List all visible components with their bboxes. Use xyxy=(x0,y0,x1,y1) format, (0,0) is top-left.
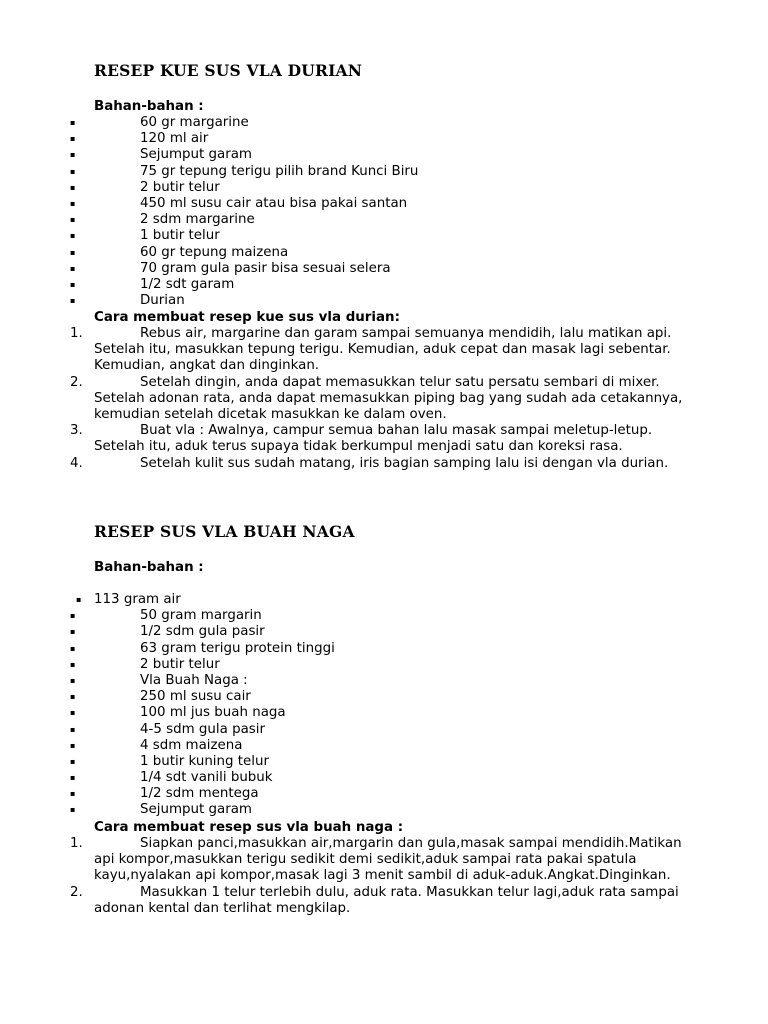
bullet-icon: ▪ xyxy=(70,198,76,208)
bullet-icon: ▪ xyxy=(70,134,76,144)
ingredient-text: Sejumput garam xyxy=(140,802,252,818)
bullet-icon: ▪ xyxy=(70,296,76,306)
list-item xyxy=(0,722,768,738)
step-text: Siapkan panci,masukkan air,margarin dan gula,masak sampai mendidih.Matikan api kompor,masukkan terigu sedikit demi sedikit,aduk sampai rata pakai spatula kayu,nyalakan api kompor,masak lagi 3 menit sambil di aduk-aduk.Angkat.Dinginkan. xyxy=(94,836,682,884)
recipe2-ingredient-list xyxy=(0,592,768,819)
list-item xyxy=(0,705,768,721)
recipe1-ingredient-list xyxy=(0,115,768,309)
step-text: Rebus air, margarine dan garam sampai semuanya mendidih, lalu matikan api. Setelah itu, masukkan tepung terigu. Kemudian, aduk cepat dan masak lagi sebentar. Kemudian, angkat dan dinginkan. xyxy=(94,326,672,374)
bullet-icon: ▪ xyxy=(70,724,76,734)
step-item xyxy=(0,456,768,472)
ingredient-text: 1/2 sdm mentega xyxy=(140,786,259,802)
recipe2-step-list xyxy=(0,836,768,917)
ingredient-text: 1/2 sdm gula pasir xyxy=(140,624,265,640)
recipe2-method-heading: Cara membuat resep sus vla buah naga : xyxy=(94,820,404,835)
bullet-icon: ▪ xyxy=(70,740,76,750)
step-text: Setelah dingin, anda dapat memasukkan telur satu persatu sembari di mixer. Setelah adonan rata, anda dapat memasukkan piping bag yang sudah ada cetakannya, kemudian setelah dicetak masukkan ke dalam oven. xyxy=(94,374,683,423)
bullet-icon: ▪ xyxy=(70,659,76,669)
list-item xyxy=(0,641,768,657)
bullet-icon: ▪ xyxy=(70,805,76,815)
list-item xyxy=(0,196,768,212)
bullet-icon: ▪ xyxy=(70,231,76,241)
list-item xyxy=(0,657,768,673)
step-number: 1. xyxy=(70,836,83,851)
recipe2-ingredients-heading: Bahan-bahan : xyxy=(94,560,204,575)
bullet-icon: ▪ xyxy=(70,150,76,160)
bullet-icon: ▪ xyxy=(76,595,82,604)
bullet-icon: ▪ xyxy=(70,247,76,257)
recipe1-method-heading: Cara membuat resep kue sus vla durian: xyxy=(94,310,400,325)
step-item xyxy=(0,375,768,424)
list-item xyxy=(0,770,768,786)
ingredient-text: 450 ml susu cair atau bisa pakai santan xyxy=(140,195,408,211)
step-number: 2. xyxy=(70,884,83,900)
ingredient-text: 250 ml susu cair xyxy=(140,689,251,705)
bullet-icon: ▪ xyxy=(70,166,76,176)
step-number: 3. xyxy=(70,423,83,439)
ingredient-text: 60 gr tepung maizena xyxy=(140,244,289,260)
bullet-icon: ▪ xyxy=(70,675,76,685)
list-item xyxy=(0,624,768,640)
bullet-icon: ▪ xyxy=(70,118,76,127)
list-item xyxy=(0,228,768,244)
list-item xyxy=(0,608,768,624)
step-number: 1. xyxy=(70,326,83,341)
ingredient-text: 50 gram margarin xyxy=(140,608,262,624)
list-item xyxy=(0,786,768,802)
step-number: 4. xyxy=(70,455,83,471)
bullet-icon: ▪ xyxy=(70,627,76,637)
step-item xyxy=(0,885,768,917)
ingredient-text: 60 gr margarine xyxy=(140,115,249,130)
step-number: 2. xyxy=(70,374,83,390)
bullet-icon: ▪ xyxy=(70,773,76,783)
bullet-icon: ▪ xyxy=(70,611,76,621)
ingredient-text: 1/4 sdt vanili bubuk xyxy=(140,770,273,786)
list-item xyxy=(0,115,768,131)
list-item xyxy=(0,293,768,309)
bullet-icon: ▪ xyxy=(70,692,76,702)
ingredient-text: 2 butir telur xyxy=(140,179,220,195)
bullet-icon: ▪ xyxy=(70,756,76,766)
list-item xyxy=(0,164,768,180)
ingredient-text: Sejumput garam xyxy=(140,147,252,163)
recipe2-title: RESEP SUS VLA BUAH NAGA xyxy=(94,522,355,541)
list-item xyxy=(0,738,768,754)
bullet-icon: ▪ xyxy=(70,182,76,192)
ingredient-text: Durian xyxy=(140,293,185,309)
step-text: Buat vla : Awalnya, campur semua bahan lalu masak sampai meletup-letup. Setelah itu, aduk terus supaya tidak berkumpul menjadi satu dan koreksi rasa. xyxy=(94,423,653,455)
recipe1-ingredients-heading: Bahan-bahan : xyxy=(94,99,204,114)
ingredient-text: 2 butir telur xyxy=(140,656,220,672)
ingredient-text: 4 sdm maizena xyxy=(140,737,243,753)
list-item xyxy=(0,673,768,689)
list-item xyxy=(0,277,768,293)
list-item xyxy=(0,689,768,705)
ingredient-text: 100 ml jus buah naga xyxy=(140,705,286,721)
step-item xyxy=(0,423,768,455)
list-item xyxy=(0,180,768,196)
ingredient-text: Vla Buah Naga : xyxy=(140,672,248,688)
list-item xyxy=(0,131,768,147)
ingredient-text: 1/2 sdt garam xyxy=(140,276,235,292)
step-text: Setelah kulit sus sudah matang, iris bagian samping lalu isi dengan vla durian. xyxy=(140,455,669,471)
bullet-icon: ▪ xyxy=(70,789,76,799)
recipe1-step-list xyxy=(0,326,768,472)
ingredient-text: 113 gram air xyxy=(94,592,181,607)
list-item xyxy=(0,754,768,770)
ingredient-text: 63 gram terigu protein tinggi xyxy=(140,640,335,656)
step-item xyxy=(0,326,768,375)
bullet-icon: ▪ xyxy=(70,708,76,718)
bullet-icon: ▪ xyxy=(70,215,76,225)
list-item xyxy=(0,245,768,261)
bullet-icon: ▪ xyxy=(70,279,76,289)
ingredient-text: 70 gram gula pasir bisa sesuai selera xyxy=(140,260,391,276)
bullet-icon: ▪ xyxy=(70,643,76,653)
ingredient-text: 2 sdm margarine xyxy=(140,212,255,228)
ingredient-text: 75 gr tepung terigu pilih brand Kunci Biru xyxy=(140,163,419,179)
ingredient-text: 1 butir kuning telur xyxy=(140,753,269,769)
list-item xyxy=(0,212,768,228)
ingredient-text: 4-5 sdm gula pasir xyxy=(140,721,265,737)
list-item xyxy=(0,802,768,818)
recipe1-title: RESEP KUE SUS VLA DURIAN xyxy=(94,61,363,80)
ingredient-text: 120 ml air xyxy=(140,131,209,147)
list-item xyxy=(0,592,768,608)
step-item xyxy=(0,836,768,885)
list-item xyxy=(0,261,768,277)
list-item xyxy=(0,147,768,163)
step-text: Masukkan 1 telur terlebih dulu, aduk rata. Masukkan telur lagi,aduk rata sampai adonan kental dan terlihat mengkilap. xyxy=(94,884,679,916)
bullet-icon: ▪ xyxy=(70,263,76,273)
ingredient-text: 1 butir telur xyxy=(140,228,220,244)
